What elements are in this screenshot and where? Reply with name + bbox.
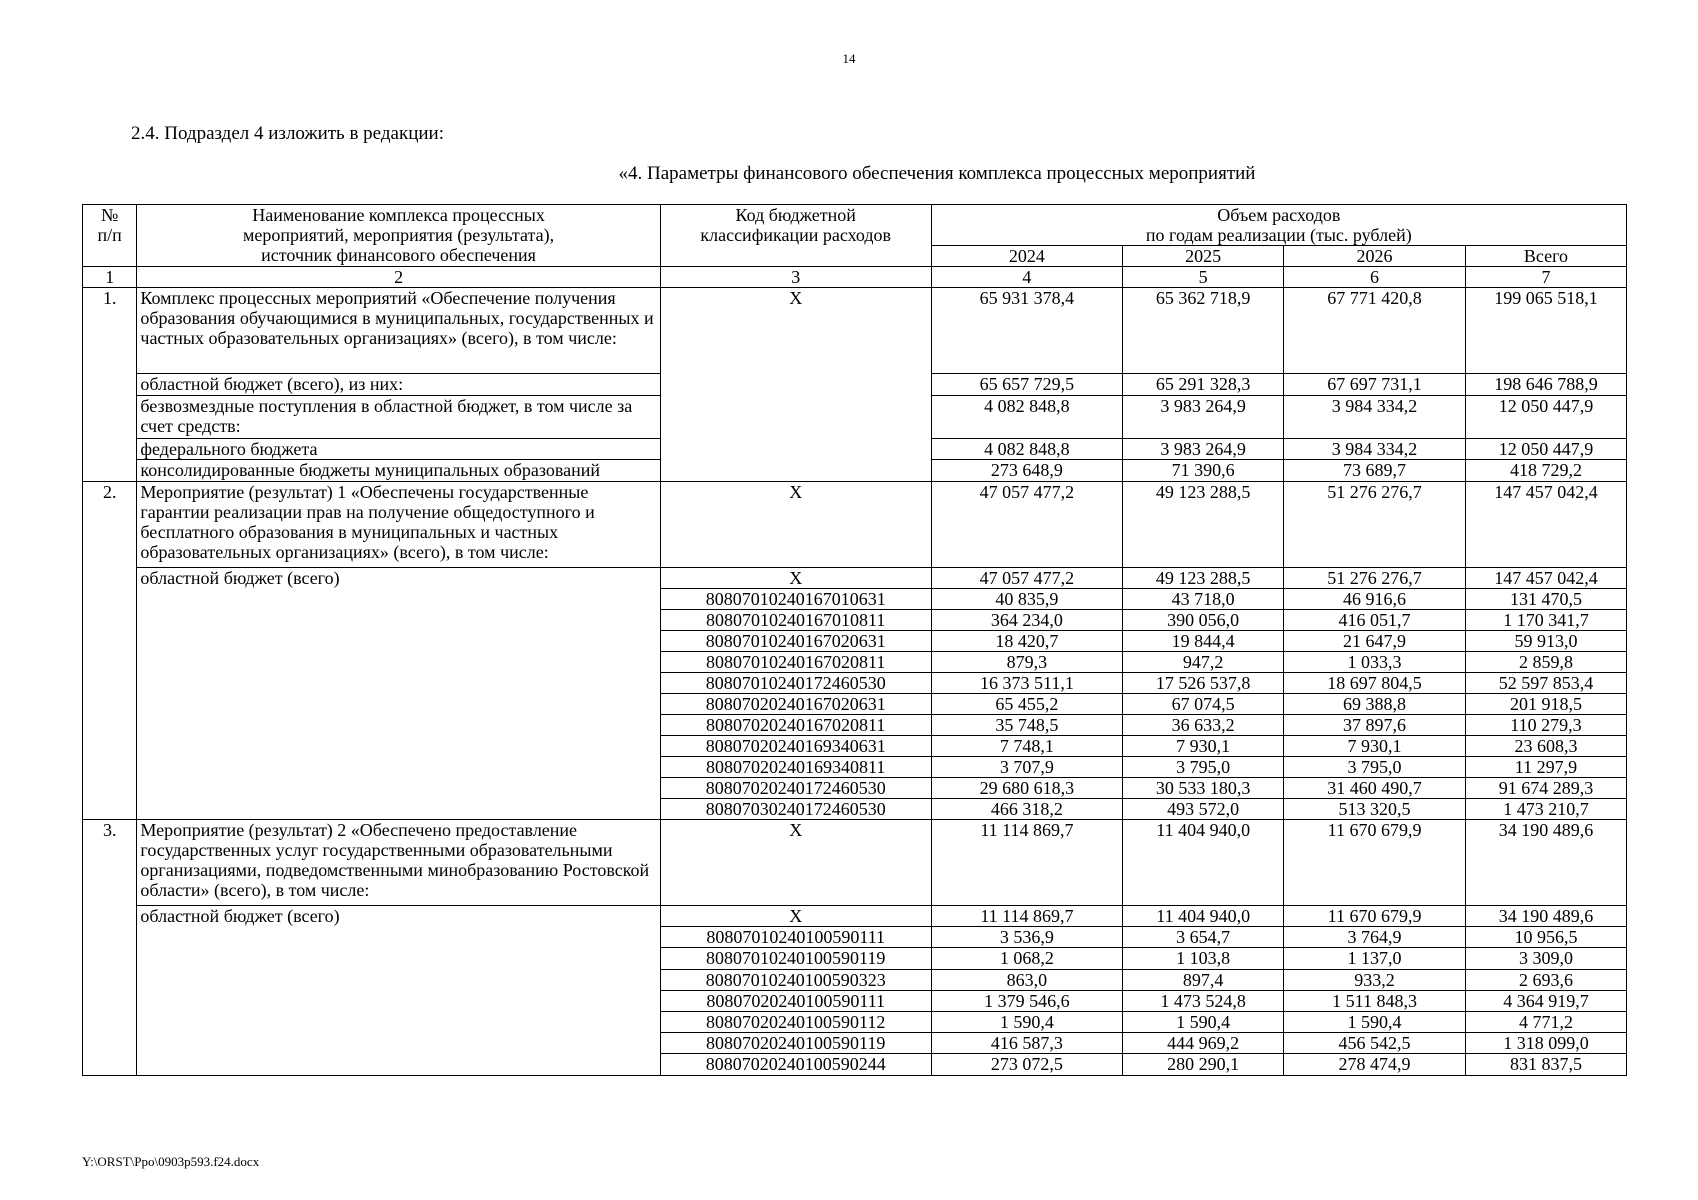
file-path-footer: Y:\ORST\Ppo\0903p593.f24.docx	[82, 1154, 260, 1169]
section3-value-1: 3 536,9	[931, 927, 1122, 948]
section3-name: Мероприятие (результат) 2 «Обеспечено предоставление государственных услуг государственными образовательными организациями, подведомственными минобразованию Ростовской области» (всего), в том числе:	[137, 820, 660, 906]
section2-kbk-code: X	[660, 568, 931, 589]
section2-value-3: 1 033,3	[1284, 652, 1466, 673]
section2-value-4: 131 470,5	[1465, 589, 1626, 610]
section3-kbk-code: 80807020240100590112	[660, 1011, 931, 1032]
section3-value-4: 34 190 489,6	[1465, 906, 1626, 927]
section2-kbk-code: 80807020240172460530	[660, 778, 931, 799]
section1-value-2: 71 390,6	[1123, 460, 1284, 482]
section2-value-4: 1 473 210,7	[1465, 799, 1626, 820]
section2-value-1: 879,3	[931, 652, 1122, 673]
intro-text: 2.4. Подраздел 4 изложить в редакции:	[131, 123, 444, 144]
section2-value-2: 3 795,0	[1123, 757, 1284, 778]
column-number-6: 6	[1284, 267, 1466, 288]
section3-value-1: 863,0	[931, 969, 1122, 990]
section3-value-3: 933,2	[1284, 969, 1466, 990]
section1-value-3: 67 697 731,1	[1284, 374, 1466, 396]
section3-value-4: 10 956,5	[1465, 927, 1626, 948]
section2-kbk-code: 80807010240167020811	[660, 652, 931, 673]
section3-value-1: 11 114 869,7	[931, 906, 1122, 927]
section3-value-2: 444 969,2	[1123, 1033, 1284, 1054]
section3-value-3: 11 670 679,9	[1284, 906, 1466, 927]
section2-kbk-code: 80807010240167020631	[660, 631, 931, 652]
section1-name: областной бюджет (всего), из них:	[137, 374, 660, 396]
section3-value-2: 11 404 940,0	[1123, 906, 1284, 927]
section3-value-3: 1 590,4	[1284, 1011, 1466, 1032]
section2-head-value-1: 47 057 477,2	[931, 482, 1122, 568]
section1-name: безвозмездные поступления в областной бюджет, в том числе за счет средств:	[137, 396, 660, 439]
section2-kbk-code: 80807020240167020631	[660, 694, 931, 715]
section3-kbk-code: 80807020240100590111	[660, 990, 931, 1011]
section2-value-2: 36 633,2	[1123, 715, 1284, 736]
section3-value-3: 3 764,9	[1284, 927, 1466, 948]
header-volume: Объем расходов по годам реализации (тыс. рублей)	[931, 205, 1626, 246]
section3-kbk-code: X	[660, 906, 931, 927]
section3-head-value-1: 11 114 869,7	[931, 820, 1122, 906]
section1-value-4: 198 646 788,9	[1465, 374, 1626, 396]
section3-value-4: 1 318 099,0	[1465, 1033, 1626, 1054]
section2-value-2: 19 844,4	[1123, 631, 1284, 652]
section1-name: Комплекс процессных мероприятий «Обеспечение получения образования обучающимися в муниципальных, государственных и частных образовательных организациях» (всего), в том числе:	[137, 288, 660, 374]
section2-kbk-code: 80807010240167010811	[660, 610, 931, 631]
section2-value-4: 147 457 042,4	[1465, 568, 1626, 589]
section2-value-2: 30 533 180,3	[1123, 778, 1284, 799]
section3-value-2: 1 103,8	[1123, 948, 1284, 969]
section1-code: X	[660, 288, 931, 482]
section2-head-row	[83, 482, 1627, 568]
section1-row	[83, 288, 1627, 374]
column-number-5: 5	[1123, 267, 1284, 288]
section3-head-value-4: 34 190 489,6	[1465, 820, 1626, 906]
section1-value-2: 65 362 718,9	[1123, 288, 1284, 374]
section2-value-2: 7 930,1	[1123, 736, 1284, 757]
section2-value-4: 201 918,5	[1465, 694, 1626, 715]
section1-value-4: 12 050 447,9	[1465, 439, 1626, 460]
section3-number: 3.	[83, 820, 137, 1076]
section2-value-4: 11 297,9	[1465, 757, 1626, 778]
section2-head-value-3: 51 276 276,7	[1284, 482, 1466, 568]
header-year-1: 2024	[931, 246, 1122, 267]
section2-value-4: 91 674 289,3	[1465, 778, 1626, 799]
section2-value-3: 416 051,7	[1284, 610, 1466, 631]
header-row	[83, 205, 1627, 246]
section2-kbk-code: 80807010240172460530	[660, 673, 931, 694]
section2-value-3: 513 320,5	[1284, 799, 1466, 820]
section3-head-value-2: 11 404 940,0	[1123, 820, 1284, 906]
section2-value-3: 37 897,6	[1284, 715, 1466, 736]
section2-value-2: 947,2	[1123, 652, 1284, 673]
section2-kbk-code: 80807020240169340631	[660, 736, 931, 757]
header-year-3: 2026	[1284, 246, 1466, 267]
header-number: № п/п	[83, 205, 137, 267]
column-number-4: 4	[931, 267, 1122, 288]
section3-value-2: 897,4	[1123, 969, 1284, 990]
section2-number: 2.	[83, 482, 137, 820]
section2-kbk-code: 80807030240172460530	[660, 799, 931, 820]
section2-value-1: 466 318,2	[931, 799, 1122, 820]
section2-value-3: 18 697 804,5	[1284, 673, 1466, 694]
section2-value-4: 52 597 853,4	[1465, 673, 1626, 694]
section3-value-4: 4 771,2	[1465, 1011, 1626, 1032]
section2-value-3: 69 388,8	[1284, 694, 1466, 715]
section1-number: 1.	[83, 288, 137, 482]
section3-value-1: 273 072,5	[931, 1054, 1122, 1075]
section2-value-1: 18 420,7	[931, 631, 1122, 652]
section3-value-4: 4 364 919,7	[1465, 990, 1626, 1011]
section3-kbk-code: 80807020240100590244	[660, 1054, 931, 1075]
section2-sub-name: областной бюджет (всего)	[137, 568, 660, 820]
column-numbers-row	[83, 267, 1627, 288]
section1-value-3: 3 984 334,2	[1284, 439, 1466, 460]
section2-value-2: 493 572,0	[1123, 799, 1284, 820]
section3-kbk-code: 80807010240100590119	[660, 948, 931, 969]
section1-value-1: 4 082 848,8	[931, 439, 1122, 460]
section2-value-4: 59 913,0	[1465, 631, 1626, 652]
page-number: 14	[842, 51, 856, 66]
section2-value-2: 43 718,0	[1123, 589, 1284, 610]
section2-value-1: 7 748,1	[931, 736, 1122, 757]
section1-value-2: 3 983 264,9	[1123, 396, 1284, 439]
section2-value-3: 3 795,0	[1284, 757, 1466, 778]
section2-value-1: 3 707,9	[931, 757, 1122, 778]
section3-value-4: 2 693,6	[1465, 969, 1626, 990]
section2-value-2: 49 123 288,5	[1123, 568, 1284, 589]
column-number-1: 1	[83, 267, 137, 288]
section2-value-1: 47 057 477,2	[931, 568, 1122, 589]
header-year-4: Всего	[1465, 246, 1626, 267]
section3-value-2: 1 473 524,8	[1123, 990, 1284, 1011]
column-number-2: 2	[137, 267, 660, 288]
header-code: Код бюджетной классификации расходов	[660, 205, 931, 267]
section2-value-1: 29 680 618,3	[931, 778, 1122, 799]
section2-kbk-code: 80807010240167010631	[660, 589, 931, 610]
section3-value-3: 456 542,5	[1284, 1033, 1466, 1054]
section2-kbk-code: 80807020240167020811	[660, 715, 931, 736]
section2-row	[83, 568, 1627, 589]
section1-name: федерального бюджета	[137, 439, 660, 460]
section3-sub-name: областной бюджет (всего)	[137, 906, 660, 1076]
section2-value-4: 23 608,3	[1465, 736, 1626, 757]
section3-value-2: 3 654,7	[1123, 927, 1284, 948]
section2-value-1: 35 748,5	[931, 715, 1122, 736]
section3-value-4: 3 309,0	[1465, 948, 1626, 969]
section3-value-1: 416 587,3	[931, 1033, 1122, 1054]
section1-name: консолидированные бюджеты муниципальных образований	[137, 460, 660, 482]
section2-value-1: 364 234,0	[931, 610, 1122, 631]
section2-value-3: 21 647,9	[1284, 631, 1466, 652]
column-number-7: 7	[1465, 267, 1626, 288]
section3-value-3: 278 474,9	[1284, 1054, 1466, 1075]
section3-row	[83, 906, 1627, 927]
section2-value-4: 110 279,3	[1465, 715, 1626, 736]
section3-kbk-code: 80807010240100590111	[660, 927, 931, 948]
section1-value-4: 12 050 447,9	[1465, 396, 1626, 439]
section2-kbk-code: 80807020240169340811	[660, 757, 931, 778]
section2-value-4: 2 859,8	[1465, 652, 1626, 673]
section1-value-1: 65 657 729,5	[931, 374, 1122, 396]
header-name: Наименование комплекса процессных мероприятий, мероприятия (результата), источник финансового обеспечения	[137, 205, 660, 267]
section1-value-4: 418 729,2	[1465, 460, 1626, 482]
section3-head-value-3: 11 670 679,9	[1284, 820, 1466, 906]
section3-value-2: 1 590,4	[1123, 1011, 1284, 1032]
section3-value-4: 831 837,5	[1465, 1054, 1626, 1075]
section2-value-1: 65 455,2	[931, 694, 1122, 715]
section2-value-3: 31 460 490,7	[1284, 778, 1466, 799]
section3-head-row	[83, 820, 1627, 906]
section2-head-value-2: 49 123 288,5	[1123, 482, 1284, 568]
section1-value-2: 3 983 264,9	[1123, 439, 1284, 460]
section2-value-3: 7 930,1	[1284, 736, 1466, 757]
section2-value-1: 40 835,9	[931, 589, 1122, 610]
section2-value-3: 51 276 276,7	[1284, 568, 1466, 589]
section2-value-3: 46 916,6	[1284, 589, 1466, 610]
section1-value-3: 73 689,7	[1284, 460, 1466, 482]
section3-kbk-code: 80807020240100590119	[660, 1033, 931, 1054]
section1-value-1: 4 082 848,8	[931, 396, 1122, 439]
section3-kbk-code: 80807010240100590323	[660, 969, 931, 990]
section2-value-1: 16 373 511,1	[931, 673, 1122, 694]
section1-value-1: 273 648,9	[931, 460, 1122, 482]
section3-value-1: 1 379 546,6	[931, 990, 1122, 1011]
section1-value-3: 3 984 334,2	[1284, 396, 1466, 439]
section1-value-3: 67 771 420,8	[1284, 288, 1466, 374]
header-year-2: 2025	[1123, 246, 1284, 267]
section3-value-1: 1 590,4	[931, 1011, 1122, 1032]
section3-value-2: 280 290,1	[1123, 1054, 1284, 1075]
section1-value-2: 65 291 328,3	[1123, 374, 1284, 396]
section2-name: Мероприятие (результат) 1 «Обеспечены государственные гарантии реализации прав на получение общедоступного и бесплатного образования в муниципальных и частных образовательных организациях» (всего), в том числе:	[137, 482, 660, 568]
section2-code: X	[660, 482, 931, 568]
section2-value-2: 390 056,0	[1123, 610, 1284, 631]
section2-head-value-4: 147 457 042,4	[1465, 482, 1626, 568]
financing-table	[82, 204, 1627, 1076]
section2-value-2: 17 526 537,8	[1123, 673, 1284, 694]
section3-code: X	[660, 820, 931, 906]
section2-value-2: 67 074,5	[1123, 694, 1284, 715]
table-title: «4. Параметры финансового обеспечения комплекса процессных мероприятий	[618, 163, 1256, 184]
section1-value-4: 199 065 518,1	[1465, 288, 1626, 374]
section2-value-4: 1 170 341,7	[1465, 610, 1626, 631]
section1-value-1: 65 931 378,4	[931, 288, 1122, 374]
section3-value-3: 1 511 848,3	[1284, 990, 1466, 1011]
section3-value-1: 1 068,2	[931, 948, 1122, 969]
column-number-3: 3	[660, 267, 931, 288]
section3-value-3: 1 137,0	[1284, 948, 1466, 969]
